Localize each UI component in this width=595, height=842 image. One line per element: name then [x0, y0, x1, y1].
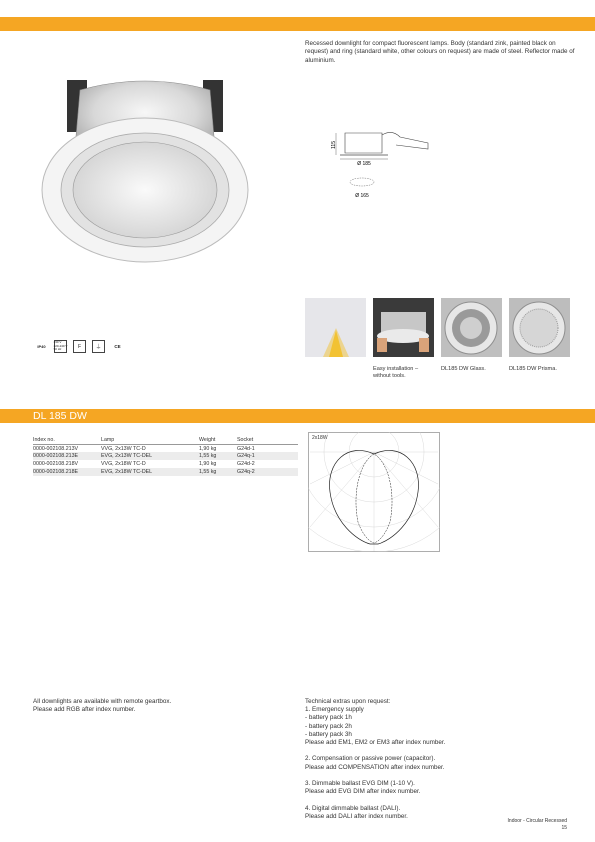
thumb-glass: [441, 298, 502, 357]
table-row: [33, 452, 298, 460]
spec-table: [33, 437, 298, 476]
caption-installation: Easy installation – without tools.: [373, 366, 419, 379]
cell-socket: G24q-1: [237, 452, 298, 460]
cell-lamp: EVG, 2x18W TC-DEL: [101, 468, 199, 476]
thumb-prisma: [509, 298, 570, 357]
extras-line: Please add EM1, EM2 or EM3 after index number.: [305, 739, 446, 747]
cell-socket: G24d-1: [237, 445, 255, 452]
product-photo: [40, 80, 255, 270]
remote-gearbox-note: [33, 698, 273, 714]
cell-index: 0000-002108.213V: [33, 445, 79, 452]
dimension-drawing: [330, 125, 440, 205]
cell-lamp: VVG, 2x13W TC-D: [101, 445, 146, 452]
col-socket: Socket: [237, 437, 298, 445]
extras-line: - battery pack 2h: [305, 722, 352, 730]
extras-line: 1. Emergency supply: [305, 706, 364, 714]
cell-index: 0000-002108.218E: [33, 468, 101, 476]
note-line: All downlights are available with remote geartbox.: [33, 698, 172, 705]
extras-line: - battery pack 1h: [305, 714, 352, 722]
page-footer: [508, 818, 567, 831]
product-description: Recessed downlight for compact fluorescent lamps. Body (standard zink, painted black on request) and ring (standard white, other colours on request) are made of steel. Reflector made of aluminium.: [305, 40, 575, 64]
cutout-label: Ø 165: [355, 193, 369, 199]
cell-lamp: EVG, 2x13W TC-DEL: [101, 452, 199, 460]
certification-icons: [35, 340, 124, 354]
table-row: [33, 468, 298, 476]
extras-line: 2. Compensation or passive power (capacitor).: [305, 755, 436, 763]
extras-line: 4. Digital dimmable ballast (DALI).: [305, 804, 401, 812]
extras-gap: [305, 772, 525, 780]
table-header-row: [33, 437, 298, 445]
extras-line: 3. Dimmable ballast EVG DIM (1-10 V).: [305, 780, 415, 787]
ce-mark-icon: CE: [114, 344, 121, 349]
page-number: 15: [561, 824, 567, 831]
extras-line: Technical extras upon request:: [305, 698, 391, 705]
voltage-icon: 230 V 220-240 V 50 Hz: [53, 339, 68, 352]
thumb-installation: [373, 298, 434, 357]
thumb-light-effect: [305, 298, 366, 357]
extras-line: - battery pack 3h: [305, 730, 352, 738]
extras-gap: [305, 796, 525, 804]
polar-label: 2x18W: [312, 435, 328, 441]
cell-lamp: VVG, 2x18W TC-D: [101, 460, 146, 467]
extras-line: Please add EVG DIM after index number.: [305, 788, 421, 796]
cell-index: 0000-002108.218V: [33, 460, 79, 467]
cell-weight: 1,55 kg: [199, 468, 237, 476]
height-label: 115: [331, 141, 337, 149]
technical-extras: [305, 698, 525, 821]
col-weight: Weight: [199, 437, 237, 445]
section-title: DL 185 DW: [33, 410, 87, 422]
footer-section: Indoor - Circular Recessed: [507, 818, 567, 824]
note-line: Please add RGB after index number.: [33, 706, 136, 714]
col-lamp: Lamp: [101, 437, 199, 445]
extras-gap: [305, 747, 525, 755]
cell-weight: 1,90 kg: [199, 460, 217, 467]
caption-glass: DL185 DW Glass.: [441, 366, 486, 372]
extras-line: Please add DALI after index number.: [305, 812, 408, 820]
cell-weight: 1,90 kg: [199, 445, 217, 452]
diameter-label: Ø 185: [357, 161, 371, 167]
cell-weight: 1,55 kg: [199, 452, 237, 460]
ground-icon: ⏚: [92, 340, 105, 353]
cell-socket: G24d-2: [237, 460, 255, 467]
extras-line: Please add COMPENSATION after index number.: [305, 763, 445, 771]
light-distribution-diagram: [308, 432, 440, 552]
cell-index: 0000-002108.213E: [33, 452, 101, 460]
f-mark-icon: F: [73, 340, 86, 353]
ip-rating-icon: IP40: [37, 344, 46, 349]
table-row: [33, 460, 298, 468]
cell-socket: G24q-2: [237, 468, 298, 476]
table-row: [33, 445, 298, 453]
section-bar: [0, 409, 595, 423]
caption-prisma: DL185 DW Prisma.: [509, 366, 557, 372]
top-accent-bar: [0, 17, 595, 31]
col-index: Index no.: [33, 437, 101, 445]
